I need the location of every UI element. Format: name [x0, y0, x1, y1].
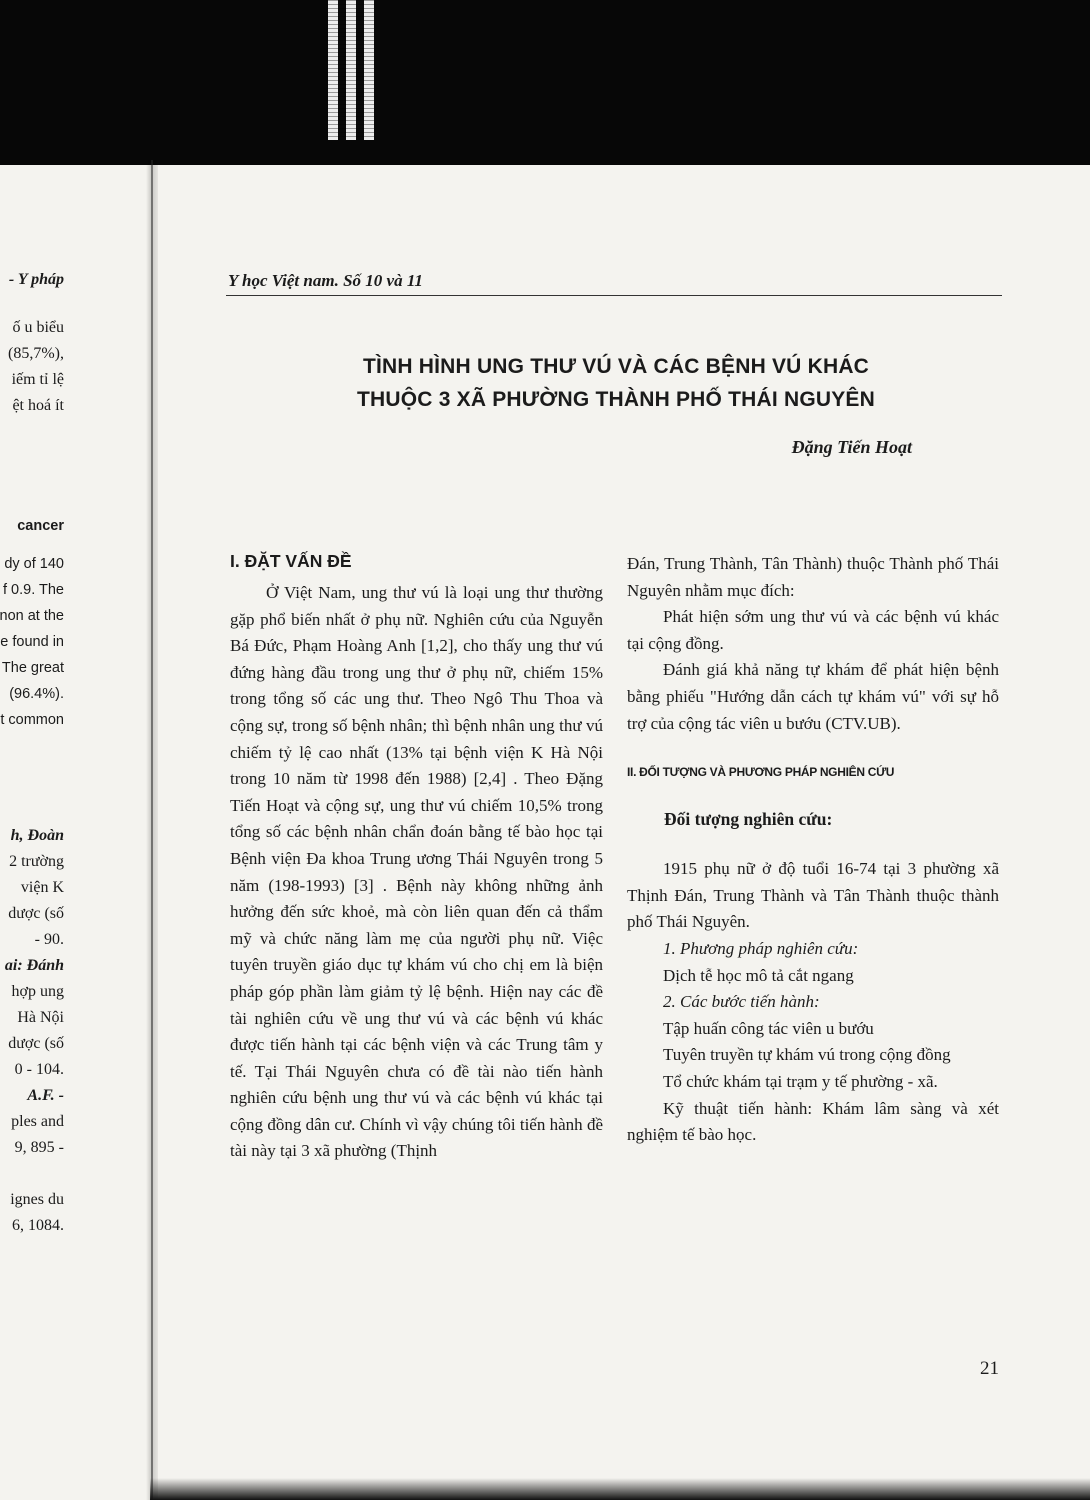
subjects-text: 1915 phụ nữ ở độ tuổi 16-74 tại 3 phường xã Thịnh Đán, Trung Thành và Tân Thành thuộc thành phố Thái Nguyên. — [627, 859, 999, 932]
prev-line: dược (số — [8, 1035, 64, 1052]
prev-line: 0 - 104. — [14, 1061, 64, 1078]
previous-page-fragment — [0, 262, 138, 1262]
running-header: Y học Việt nam. Số 10 và 11 — [228, 271, 423, 290]
prev-line: The great — [1, 660, 64, 676]
method-text: Dịch tễ học mô tả cắt ngang — [663, 965, 854, 985]
page-number: 21 — [980, 1358, 999, 1379]
prev-line: ố u biểu — [12, 319, 64, 336]
prev-line: 6, 1084. — [12, 1217, 64, 1234]
method-label: 1. Phương pháp nghiên cứu: — [663, 938, 859, 958]
prev-line: non at the — [0, 608, 64, 624]
prev-line: h, Đoàn — [10, 827, 64, 844]
book-gutter-line — [151, 160, 153, 1500]
scan-dark-border — [0, 0, 1090, 165]
section-2-heading: II. ĐỐI TƯỢNG VÀ PHƯƠNG PHÁP NGHIÊN CỨU — [627, 765, 895, 780]
prev-line: f 0.9. The — [3, 582, 64, 598]
prev-line: ignes du — [10, 1191, 64, 1208]
section-1-continuation: Đán, Trung Thành, Tân Thành) thuộc Thành phố Thái Nguyên nhằm mục đích: — [627, 554, 999, 600]
prev-line: - 90. — [34, 931, 64, 948]
section-1-paragraph: Ở Việt Nam, ung thư vú là loại ung thư thường gặp phổ biến nhất ở phụ nữ. Nghiên cứu của Nguyễn Bá Đức, Phạm Hoàng Anh [1,2], cho thấy ung thư vú đứng hàng đầu trong ung thư ở phụ nữ, chiếm 15% trong tổng số các ung thư. Theo Ngô Thu Thoa và cộng sự, trong số bệnh nhân; thì bệnh nhân ung thư vú chiếm tỷ lệ cao nhất (13% tại bệnh viện K Hà Nội trong 10 năm từ 1998 đến 1988) [2,4] . Theo Đặng Tiến Hoạt và cộng sự, ung thư vú chiếm 10,5% trong tổng số các bệnh nhân chẩn đoán bằng tế bào học tại Bệnh viện Đa khoa Trung ương Thái Nguyên trong 5 năm (198-1993) [3] . Bệnh này không những ảnh hưởng đến sức khoẻ, mà còn liên quan đến cả thẩm mỹ và chức năng làm mẹ của người phụ nữ. Việc tuyên truyền giáo dục tự khám vú cho chị em là biện pháp góp phần làm giảm tỷ lệ bệnh. Hiện nay các đề tài nghiên cứu về ung thư vú và các bệnh vú khác được tiến hành tại các bệnh viện và các Trung tâm y tế. Tại Thái Nguyên chưa có đề tài nào tiến hành nghiên cứu bệnh ung thư vú và các bệnh vú khác tại cộng đồng dân cư. Chính vì vậy chúng tôi tiến hành đề tài này tại 3 xã phường (Thịnh — [230, 583, 603, 1161]
header-rule — [226, 295, 1002, 296]
prev-line: dược (số — [8, 905, 64, 922]
author-name: Đặng Tiến Hoạt — [791, 437, 912, 457]
prev-line: ai: Đánh — [4, 957, 64, 974]
prev-line: Hà Nội — [17, 1009, 64, 1026]
left-column — [230, 551, 603, 1165]
step-item: Tuyên truyền tự khám vú trong cộng đồng — [663, 1045, 951, 1065]
prev-line: (96.4%). — [9, 686, 64, 702]
prev-line: ples and — [11, 1113, 64, 1130]
step-item: Kỹ thuật tiến hành: Khám lâm sàng và xét nghiệm tế bào học. — [627, 1098, 999, 1145]
aim-2: Đánh giá khả năng tự khám để phát hiện bệnh bằng phiếu "Hướng dẫn cách tự khám vú" với sự hỗ trợ của cộng tác viên u bướu (CTV.UB). — [627, 660, 999, 733]
prev-line: dy of 140 — [4, 556, 64, 572]
prev-line: 2 trường — [9, 853, 64, 870]
steps-label: 2. Các bước tiến hành: — [663, 992, 820, 1012]
step-item: Tổ chức khám tại trạm y tế phường - xã. — [663, 1071, 938, 1091]
article-title-line-2: THUỘC 3 XÃ PHƯỜNG THÀNH PHỐ THÁI NGUYÊN — [357, 388, 875, 411]
prev-line: iếm tỉ lệ — [11, 371, 64, 388]
prev-line: 9, 895 - — [14, 1139, 64, 1156]
prev-line: ệt hoá ít — [12, 397, 64, 414]
prev-line: t common — [0, 712, 64, 728]
right-column — [627, 551, 999, 1149]
prev-line: cancer — [17, 518, 64, 534]
article-title-line-1: TÌNH HÌNH UNG THƯ VÚ VÀ CÁC BỆNH VÚ KHÁC — [362, 355, 870, 378]
scan-bottom-shadow — [150, 1478, 1090, 1500]
subjects-subheading: Đối tượng nghiên cứu: — [664, 809, 833, 830]
aim-1: Phát hiện sớm ung thư vú và các bệnh vú khác tại cộng đồng. — [627, 607, 999, 653]
binding-marks — [328, 0, 374, 140]
prev-line: - Y pháp — [8, 271, 64, 288]
prev-line: A.F. - — [27, 1087, 64, 1104]
prev-line: (85,7%), — [8, 345, 64, 362]
prev-line: viện K — [20, 879, 64, 896]
section-1-heading: I. ĐẶT VẤN ĐỀ — [230, 551, 352, 571]
prev-line: hợp ung — [11, 983, 64, 1000]
prev-line: e found in — [0, 634, 64, 650]
step-item: Tập huấn công tác viên u bướu — [663, 1018, 874, 1038]
